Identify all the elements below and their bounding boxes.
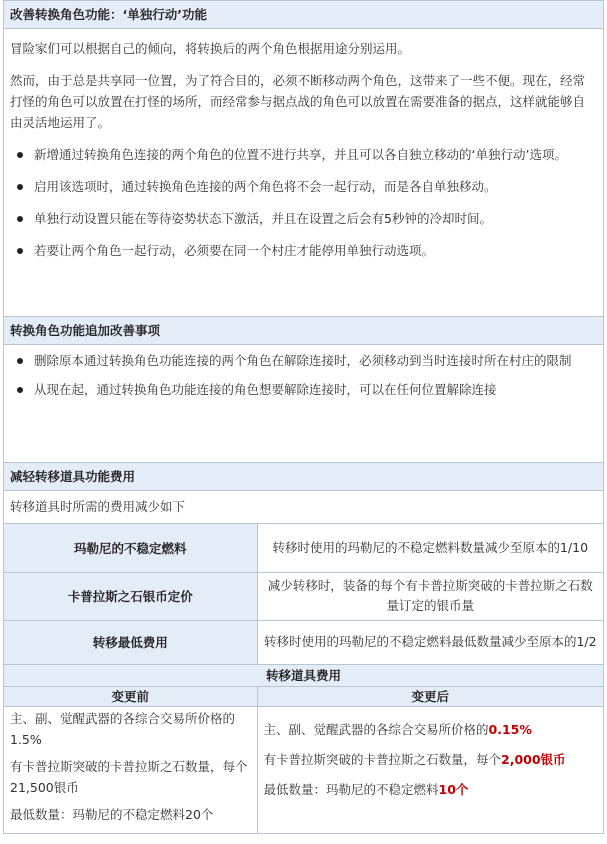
table-row xyxy=(4,620,603,664)
row-value: 转移时使用的玛勒尼的不稳定燃料最低数量减少至原本的1/2 xyxy=(257,620,603,664)
bullet-icon xyxy=(17,387,23,393)
list-item: 新增通过转换角色连接的两个角色的位置不进行共享，并且可以各自独立移动的‘单独行动’选项。 xyxy=(10,144,597,165)
before-item: 主、副、觉醒武器的各综合交易所价格的1.5% xyxy=(10,711,236,747)
list-item: 启用该选项时，通过转换角色连接的两个角色将不会一起行动，而是各自单独移动。 xyxy=(10,176,597,197)
bullet-list xyxy=(10,144,597,261)
table-row xyxy=(4,524,603,572)
after-item: 最低数量：玛勒尼的不稳定燃料10个 xyxy=(263,782,469,797)
intro-text: 冒险家们可以根据自己的倾向，将转换后的两个角色根据用途分别运用。 xyxy=(10,41,411,56)
after-item: 有卡普拉斯突破的卡普拉斯之石数量，每个2,000银币 xyxy=(263,752,566,767)
before-item: 有卡普拉斯突破的卡普拉斯之石数量，每个21,500银币 xyxy=(10,759,248,795)
highlight-value: 2,000银币 xyxy=(501,752,566,767)
after-item: 主、副、觉醒武器的各综合交易所价格的0.15% xyxy=(263,722,532,737)
table-row xyxy=(4,707,603,833)
row-label: 卡普拉斯之石银币定价 xyxy=(4,572,257,620)
bullet-icon xyxy=(17,248,23,254)
section-title-solo-action: 改善转换角色功能：‘单独行动’功能 xyxy=(4,1,603,29)
row-value: 转移时使用的玛勒尼的不稳定燃料数量减少至原本的1/10 xyxy=(257,524,603,572)
table-row xyxy=(4,572,603,620)
row-value: 减少转移时，装备的每个有卡普拉斯突破的卡普拉斯之石数量订定的银币量 xyxy=(257,572,603,620)
after-header: 变更后 xyxy=(257,687,603,707)
after-cell xyxy=(257,707,603,833)
before-header: 变更前 xyxy=(4,687,257,707)
list-item: 若要让两个角色一起行动，必须要在同一个村庄才能停用单独行动选项。 xyxy=(10,240,597,261)
row-label: 转移最低费用 xyxy=(4,620,257,664)
bullet-icon xyxy=(17,358,23,364)
list-item: 单独行动设置只能在等待姿势状态下激活，并且在设置之后会有5秒钟的冷却时间。 xyxy=(10,208,597,229)
section-intro-transfer-cost: 转移道具时所需的费用减少如下 xyxy=(4,491,603,524)
highlight-value: 10个 xyxy=(438,782,469,797)
section-body-solo-action xyxy=(4,29,603,317)
before-cell xyxy=(4,707,257,833)
section-body-additional-improvements xyxy=(4,345,603,463)
comparison-table xyxy=(4,687,603,833)
highlight-value: 0.15% xyxy=(488,722,532,737)
patch-notes-document xyxy=(3,0,604,834)
list-item: 删除原本通过转换角色功能连接的两个角色在解除连接时，必须移动到当时连接时所在村庄的限制 xyxy=(10,350,597,371)
section-title-transfer-cost: 减轻转移道具功能费用 xyxy=(4,463,603,491)
before-item: 最低数量：玛勒尼的不稳定燃料20个 xyxy=(10,807,214,822)
section-title-additional-improvements: 转换角色功能追加改善事项 xyxy=(4,317,603,345)
description-paragraph: 然而，由于总是共享同一位置，为了符合目的，必须不断移动两个角色，这带来了一些不便。现在，经常打怪的角色可以放置在打怪的场所，而经常参与据点战的角色可以放置在需要准备的据点，这样就能够自由灵活地运用了。 xyxy=(10,73,586,130)
bullet-icon xyxy=(17,184,23,190)
comparison-table-title: 转移道具费用 xyxy=(4,665,603,687)
bullet-icon xyxy=(17,152,23,158)
bullet-icon xyxy=(17,216,23,222)
row-label: 玛勒尼的不稳定燃料 xyxy=(4,524,257,572)
list-item: 从现在起，通过转换角色功能连接的角色想要解除连接时，可以在任何位置解除连接 xyxy=(10,379,597,400)
transfer-cost-table xyxy=(4,524,603,665)
table-header-row xyxy=(4,687,603,707)
bullet-list xyxy=(10,350,597,400)
